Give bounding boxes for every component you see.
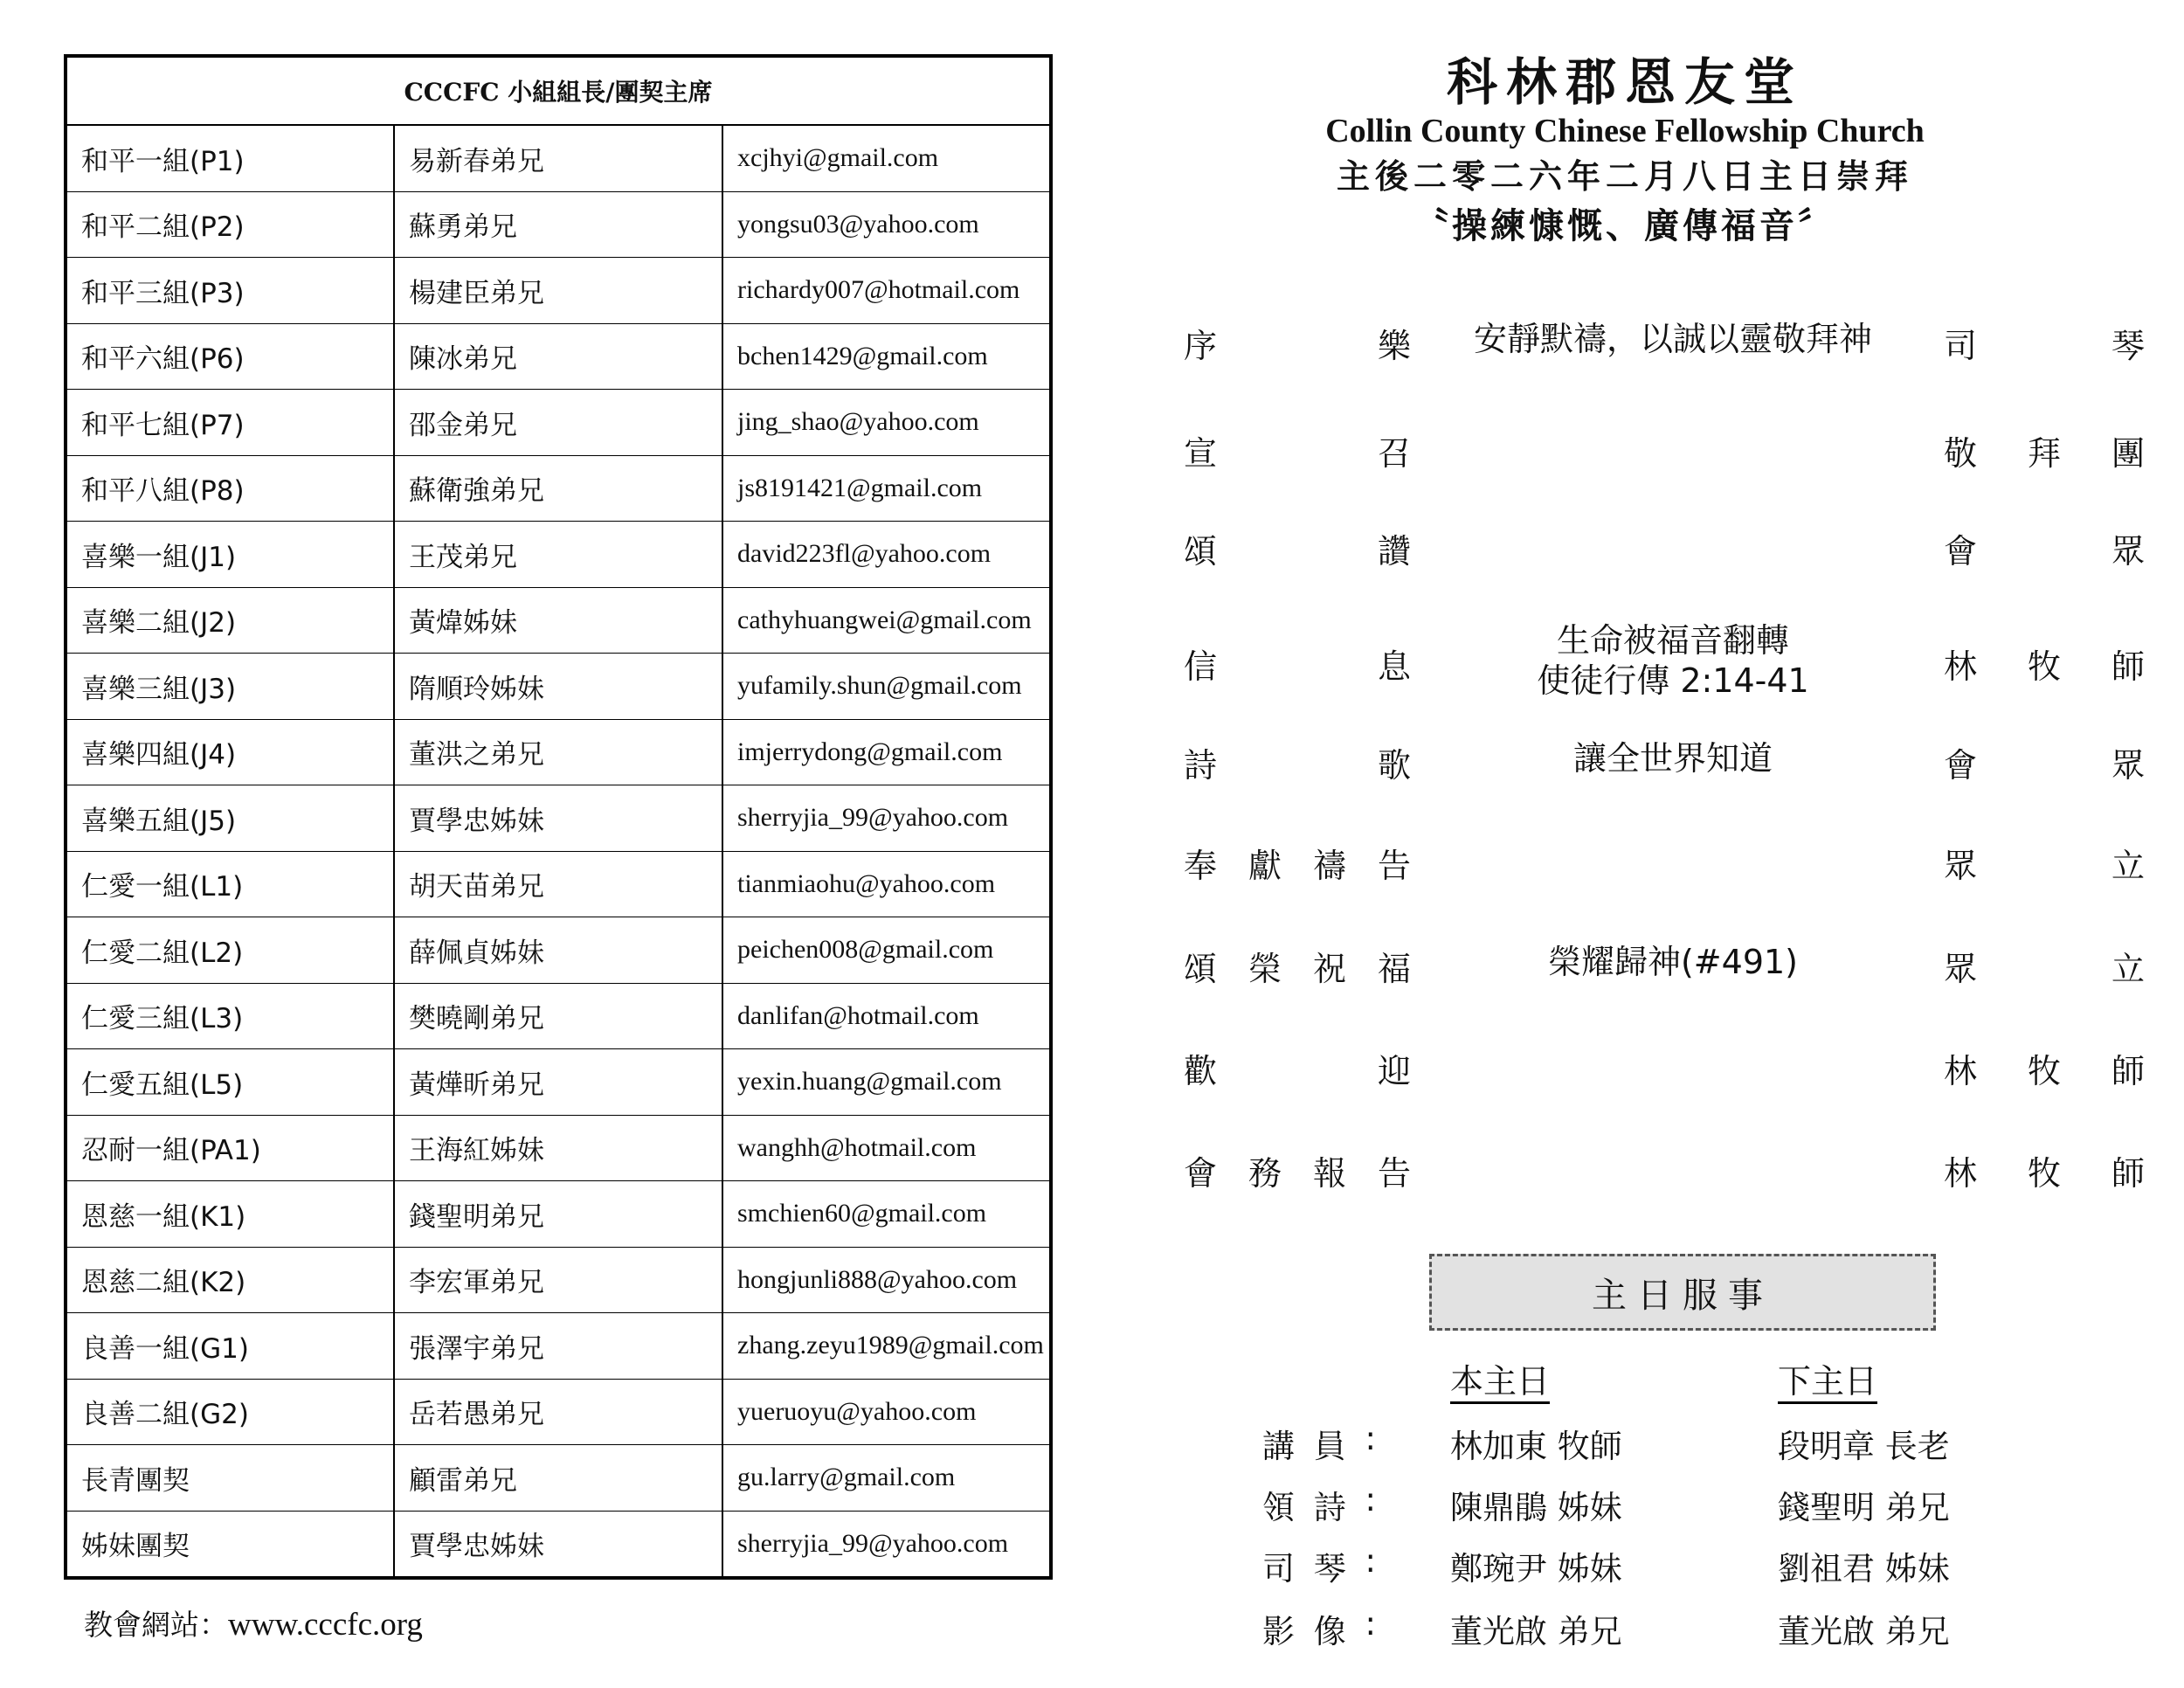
leader-name-cell: 張澤宇弟兄 (394, 1313, 722, 1380)
table-row (66, 983, 1051, 1049)
group-cell: 恩慈二組(K2) (66, 1247, 394, 1313)
duty-role-char: : (1365, 1481, 1376, 1519)
group-cell: 忍耐一組(PA1) (66, 1115, 394, 1181)
order-person-char: 林 (1944, 1052, 1978, 1090)
church-name-english: Collin County Chinese Fellowship Church (1325, 113, 1925, 149)
order-item (1184, 839, 1411, 887)
leader-name-cell: 錢聖明弟兄 (394, 1181, 722, 1248)
order-item-char: 息 (1377, 647, 1411, 686)
order-item (1184, 1044, 1411, 1092)
order-person-char: 立 (2111, 950, 2145, 988)
order-item-char: 祝 (1312, 950, 1346, 988)
table-row (66, 1115, 1051, 1181)
order-content (1437, 319, 1909, 359)
bulletin-header (1188, 54, 2062, 252)
order-item-char: 序 (1184, 327, 1218, 365)
order-person (1944, 839, 2145, 887)
table-row (66, 390, 1051, 456)
order-item-char: 詩 (1184, 746, 1218, 785)
order-person-char: 牧 (2027, 1154, 2061, 1193)
order-content-main: 榮耀歸神(#491) (1547, 943, 1799, 981)
order-item-char: 讚 (1377, 532, 1411, 571)
order-row (1184, 738, 2145, 791)
email-cell[interactable]: imjerrydong@gmail.com (722, 719, 1051, 785)
email-cell[interactable]: sherryjia_99@yahoo.com (722, 785, 1051, 852)
order-item-char: 告 (1377, 1154, 1411, 1193)
order-person-char: 會 (1944, 532, 1978, 571)
order-row (1184, 1044, 2145, 1097)
leader-name-cell: 蘇衛強弟兄 (394, 455, 722, 522)
order-person (1944, 640, 2145, 688)
group-cell: 仁愛一組(L1) (66, 851, 394, 917)
table-row (66, 1049, 1051, 1116)
table-row (66, 785, 1051, 852)
table-row (66, 587, 1051, 654)
order-item-char: 歡 (1184, 1052, 1218, 1090)
duty-role-char: 像 (1313, 1613, 1346, 1650)
duty-row (1262, 1420, 2049, 1472)
email-cell[interactable]: tianmiaohu@yahoo.com (722, 851, 1051, 917)
church-name-chinese: 科林郡恩友堂 (1446, 52, 1803, 112)
order-row (1184, 524, 2145, 577)
table-row (66, 1313, 1051, 1380)
email-cell[interactable]: peichen008@gmail.com (722, 917, 1051, 984)
order-person-char: 師 (2111, 1154, 2145, 1193)
order-content-main: 安靜默禱，以誠以靈敬拜神 (1473, 320, 1872, 358)
order-content (1437, 738, 1909, 778)
order-item-char: 會 (1184, 1154, 1218, 1193)
order-item-char: 樂 (1377, 327, 1411, 365)
order-person (1944, 426, 2145, 474)
order-item (1184, 524, 1411, 572)
table-row (66, 323, 1051, 390)
next-week-person: 錢聖明 弟兄 (1778, 1489, 1950, 1526)
duty-role (1262, 1420, 1376, 1467)
group-cell: 恩慈一組(K1) (66, 1181, 394, 1248)
leader-name-cell: 王海紅姊妹 (394, 1115, 722, 1181)
duty-row (1262, 1481, 2049, 1533)
order-content-main: 讓全世界知道 (1572, 739, 1773, 778)
table-row (66, 1181, 1051, 1248)
duty-role-char: : (1365, 1542, 1376, 1580)
group-cell: 喜樂二組(J2) (66, 587, 394, 654)
table-row (66, 851, 1051, 917)
email-cell[interactable]: zhang.zeyu1989@gmail.com (722, 1313, 1051, 1380)
leader-name-cell: 王茂弟兄 (394, 522, 722, 588)
order-row (1184, 426, 2145, 479)
order-person (1944, 1044, 2145, 1092)
next-week-person: 劉祖君 姊妹 (1778, 1550, 1950, 1588)
duty-role-char: 領 (1262, 1489, 1295, 1526)
leader-name-cell: 樊曉剛弟兄 (394, 983, 722, 1049)
duty-role-char: 琴 (1313, 1550, 1346, 1588)
order-item (1184, 640, 1411, 688)
duty-role-char: 員 (1313, 1428, 1346, 1465)
leader-name-cell: 顧雷弟兄 (394, 1445, 722, 1512)
leader-name-cell: 賈學忠姊妹 (394, 1511, 722, 1578)
this-week-person: 林加東 牧師 (1450, 1428, 1622, 1465)
leader-name-cell: 胡天苗弟兄 (394, 851, 722, 917)
order-person-char: 敬 (1944, 434, 1978, 473)
service-theme: 〝操練慷慨、廣傳福音〞 (1413, 205, 1836, 246)
email-cell[interactable]: yongsu03@yahoo.com (722, 191, 1051, 258)
order-person (1944, 942, 2145, 990)
duty-role-char: : (1365, 1420, 1376, 1457)
order-item-char: 宣 (1184, 434, 1218, 473)
group-cell: 喜樂四組(J4) (66, 719, 394, 785)
order-item-char: 召 (1377, 434, 1411, 473)
group-cell: 喜樂三組(J3) (66, 654, 394, 720)
order-person-char: 團 (2111, 434, 2145, 473)
order-item (1184, 1146, 1411, 1194)
duty-role-char: 講 (1262, 1428, 1295, 1465)
order-person (1944, 1146, 2145, 1194)
order-person-char: 眾 (2111, 532, 2145, 571)
leader-name-cell: 薛佩貞姊妹 (394, 917, 722, 984)
order-person-char: 琴 (2111, 327, 2145, 365)
service-box-title: 主日服事 (1429, 1254, 1936, 1331)
order-row (1184, 1146, 2145, 1199)
email-cell[interactable]: wanghh@hotmail.com (722, 1115, 1051, 1181)
group-cell: 和平七組(P7) (66, 390, 394, 456)
email-cell[interactable]: bchen1429@gmail.com (722, 323, 1051, 390)
order-item-char: 獻 (1248, 847, 1282, 885)
group-cell: 和平三組(P3) (66, 258, 394, 324)
order-item-char: 頌 (1184, 950, 1218, 988)
order-row (1184, 319, 2145, 371)
table-row (66, 191, 1051, 258)
table-row (66, 654, 1051, 720)
group-cell: 和平八組(P8) (66, 455, 394, 522)
email-cell[interactable]: richardy007@hotmail.com (722, 258, 1051, 324)
next-week-person: 董光啟 弟兄 (1778, 1613, 1950, 1650)
duty-row (1262, 1542, 2049, 1595)
table-row (66, 1511, 1051, 1578)
email-cell[interactable]: hongjunli888@yahoo.com (722, 1247, 1051, 1313)
this-week-person: 董光啟 弟兄 (1450, 1613, 1622, 1650)
group-cell: 喜樂一組(J1) (66, 522, 394, 588)
group-cell: 長青團契 (66, 1445, 394, 1512)
table-row (66, 522, 1051, 588)
table-row (66, 455, 1051, 522)
this-week-person: 鄭琬尹 姊妹 (1450, 1550, 1622, 1588)
order-person (1944, 319, 2145, 367)
order-person-char: 牧 (2027, 1052, 2061, 1090)
service-date: 主後二零二六年二月八日主日崇拜 (1336, 156, 1913, 196)
email-cell[interactable]: danlifan@hotmail.com (722, 983, 1051, 1049)
order-item (1184, 426, 1411, 474)
order-item-char: 頌 (1184, 532, 1218, 571)
order-row (1184, 839, 2145, 891)
order-person-char: 立 (2111, 847, 2145, 885)
this-week-heading: 本主日 (1450, 1361, 1550, 1404)
leader-name-cell: 董洪之弟兄 (394, 719, 722, 785)
order-item-char: 信 (1184, 647, 1218, 686)
email-cell[interactable]: js8191421@gmail.com (722, 455, 1051, 522)
order-content (1437, 942, 1909, 982)
order-row (1184, 942, 2145, 994)
order-item-char: 奉 (1184, 847, 1218, 885)
order-item-char: 務 (1248, 1154, 1282, 1193)
email-cell[interactable]: jing_shao@yahoo.com (722, 390, 1051, 456)
group-cell: 仁愛五組(L5) (66, 1049, 394, 1116)
group-cell: 仁愛二組(L2) (66, 917, 394, 984)
duty-role-char: : (1365, 1605, 1376, 1643)
order-item-char: 報 (1312, 1154, 1346, 1193)
table-row (66, 258, 1051, 324)
order-content (1437, 620, 1909, 701)
table-row (66, 1247, 1051, 1313)
leaders-table-body (66, 125, 1051, 1578)
order-item-char: 禱 (1312, 847, 1346, 885)
duty-row (1262, 1605, 2049, 1657)
order-person-char: 師 (2111, 647, 2145, 686)
group-cell: 姊妹團契 (66, 1511, 394, 1578)
website-label: 教會網站： (84, 1608, 228, 1642)
order-person-char: 林 (1944, 1154, 1978, 1193)
order-item-char: 告 (1377, 847, 1411, 885)
next-week-heading: 下主日 (1778, 1361, 1877, 1404)
leader-name-cell: 楊建臣弟兄 (394, 258, 722, 324)
order-person-char: 眾 (1944, 847, 1978, 885)
email-cell[interactable]: yufamily.shun@gmail.com (722, 654, 1051, 720)
table-row (66, 719, 1051, 785)
this-week-person: 陳鼎鵑 姊妹 (1450, 1489, 1622, 1526)
duty-role-char: 司 (1262, 1550, 1295, 1588)
order-item-char: 榮 (1248, 950, 1282, 988)
order-person-char: 拜 (2027, 434, 2061, 473)
email-cell[interactable]: smchien60@gmail.com (722, 1181, 1051, 1248)
order-person-char: 眾 (2111, 746, 2145, 785)
duty-role (1262, 1481, 1376, 1528)
leader-name-cell: 賈學忠姊妹 (394, 785, 722, 852)
email-cell[interactable]: sherryjia_99@yahoo.com (722, 1511, 1051, 1578)
table-row (66, 1445, 1051, 1512)
order-person-char: 師 (2111, 1052, 2145, 1090)
order-row (1184, 620, 2145, 700)
next-week-person: 段明章 長老 (1778, 1428, 1950, 1465)
email-cell[interactable]: cathyhuangwei@gmail.com (722, 587, 1051, 654)
table-row (66, 125, 1051, 191)
group-cell: 和平一組(P1) (66, 125, 394, 191)
email-cell[interactable]: yueruoyu@yahoo.com (722, 1379, 1051, 1445)
order-person (1944, 738, 2145, 786)
leader-name-cell: 黃煒姊妹 (394, 587, 722, 654)
order-person-char: 牧 (2027, 647, 2061, 686)
duty-role-char: 詩 (1313, 1489, 1346, 1526)
group-cell: 良善一組(G1) (66, 1313, 394, 1380)
order-item (1184, 738, 1411, 786)
group-cell: 和平六組(P6) (66, 323, 394, 390)
leader-name-cell: 蘇勇弟兄 (394, 191, 722, 258)
leader-name-cell: 易新春弟兄 (394, 125, 722, 191)
table-row (66, 1379, 1051, 1445)
email-cell[interactable]: david223fl@yahoo.com (722, 522, 1051, 588)
email-cell[interactable]: xcjhyi@gmail.com (722, 125, 1051, 191)
order-person-char: 林 (1944, 647, 1978, 686)
order-item-char: 迎 (1377, 1052, 1411, 1090)
duty-role (1262, 1605, 1376, 1652)
leader-name-cell: 岳若愚弟兄 (394, 1379, 722, 1445)
duty-role-char: 影 (1262, 1613, 1295, 1650)
group-cell: 和平二組(P2) (66, 191, 394, 258)
leader-name-cell: 李宏軍弟兄 (394, 1247, 722, 1313)
table-row (66, 917, 1051, 984)
order-person (1944, 524, 2145, 572)
order-content-main: 生命被福音翻轉 (1556, 621, 1789, 660)
church-website (84, 1602, 423, 1643)
email-cell[interactable]: yexin.huang@gmail.com (722, 1049, 1051, 1116)
duty-role (1262, 1542, 1376, 1589)
group-cell: 仁愛三組(L3) (66, 983, 394, 1049)
leaders-panel (64, 54, 1053, 1580)
table-title: CCCFC 小組組長/團契主席 (66, 56, 1051, 125)
order-item-char: 歌 (1377, 746, 1411, 785)
group-cell: 喜樂五組(J5) (66, 785, 394, 852)
order-item-char: 福 (1377, 950, 1411, 988)
leader-name-cell: 邵金弟兄 (394, 390, 722, 456)
leader-name-cell: 陳冰弟兄 (394, 323, 722, 390)
leaders-table (64, 54, 1053, 1580)
leader-name-cell: 黃燁昕弟兄 (394, 1049, 722, 1116)
website-url[interactable]: www.cccfc.org (228, 1607, 423, 1643)
order-person-char: 司 (1944, 327, 1978, 365)
order-person-char: 會 (1944, 746, 1978, 785)
order-person-char: 眾 (1944, 950, 1978, 988)
order-item (1184, 319, 1411, 367)
email-cell[interactable]: gu.larry@gmail.com (722, 1445, 1051, 1512)
order-content-scripture: 使徒行傳 2:14-41 (1537, 661, 1809, 700)
order-item (1184, 942, 1411, 990)
leader-name-cell: 隋順玲姊妹 (394, 654, 722, 720)
group-cell: 良善二組(G2) (66, 1379, 394, 1445)
